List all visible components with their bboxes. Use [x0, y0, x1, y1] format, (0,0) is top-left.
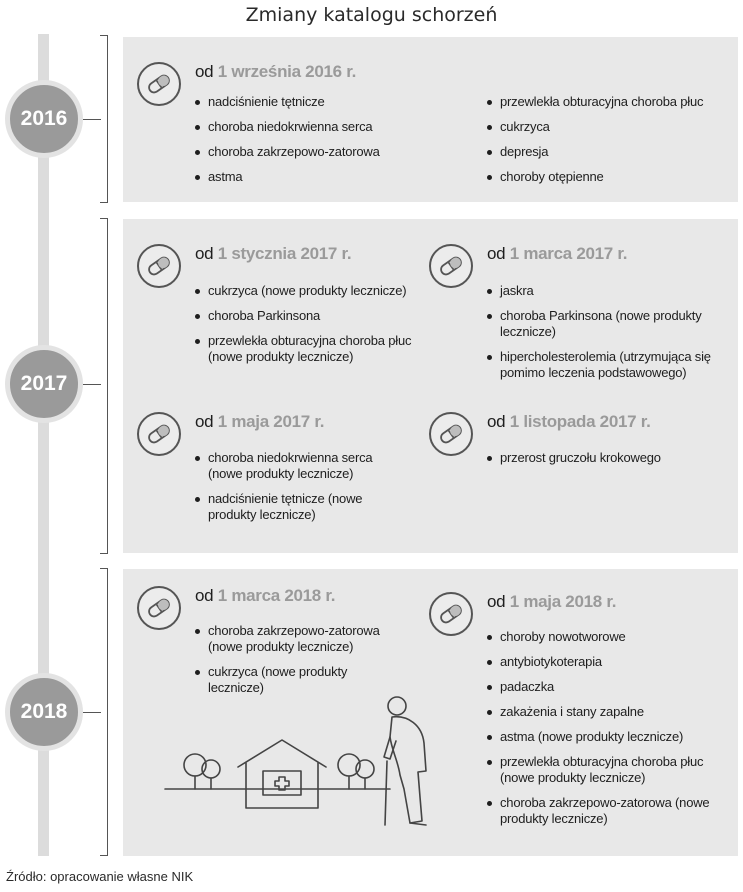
- group-heading: od 1 marca 2018 r.: [195, 586, 336, 605]
- list-item: astma (nowe produkty lecznicze): [487, 729, 727, 745]
- bracket-2018: [100, 568, 108, 856]
- list-item: choroby nowotworowe: [487, 629, 727, 645]
- elderly-person-with-cane-icon: [384, 697, 426, 825]
- list-item: choroba niedokrwienna serca: [195, 119, 445, 135]
- pill-icon: [429, 412, 473, 456]
- pharmacy-illustration: [160, 685, 440, 830]
- list-item: przewlekła obturacyjna choroba płuc (nowe produkty lecznicze): [195, 333, 425, 365]
- list-item: choroba niedokrwienna serca (nowe produkty lecznicze): [195, 450, 395, 482]
- pill-icon: [137, 62, 181, 106]
- disease-list: [487, 629, 727, 827]
- list-item: nadciśnienie tętnicze: [195, 94, 445, 110]
- list-item: cukrzyca: [487, 119, 737, 135]
- bracket-tick-2017: [83, 384, 101, 385]
- list-item: choroba Parkinsona (nowe produkty lecznicze): [487, 308, 727, 340]
- list-item: przewlekła obturacyjna choroba płuc: [487, 94, 737, 110]
- bracket-2017: [100, 218, 108, 554]
- list-item: hipercholesterolemia (utrzymująca się pomimo leczenia podstawowego): [487, 349, 727, 381]
- disease-list: [195, 450, 395, 523]
- year-circle-2016: 2016: [5, 80, 83, 158]
- year-circle-2018: 2018: [5, 673, 83, 751]
- pill-icon: [429, 592, 473, 636]
- bracket-tick-2016: [83, 119, 101, 120]
- list-item: choroba Parkinsona: [195, 308, 425, 324]
- list-item: antybiotykoterapia: [487, 654, 727, 670]
- tree-icon: [338, 754, 374, 789]
- bracket-tick-2018: [83, 712, 101, 713]
- pharmacy-building-icon: [238, 740, 326, 808]
- list-item: padaczka: [487, 679, 727, 695]
- group-heading: od 1 marca 2017 r.: [487, 244, 628, 263]
- pill-icon: [137, 586, 181, 630]
- pill-icon: [137, 412, 181, 456]
- list-item: zakażenia i stany zapalne: [487, 704, 727, 720]
- list-item: choroba zakrzepowo-zatorowa (nowe produkty lecznicze): [487, 795, 727, 827]
- list-item: cukrzyca (nowe produkty lecznicze): [195, 664, 405, 696]
- list-item: depresja: [487, 144, 737, 160]
- panel-2016: [123, 37, 738, 202]
- disease-list: [487, 283, 727, 381]
- group-heading: od 1 maja 2017 r.: [195, 412, 325, 431]
- pill-icon: [429, 244, 473, 288]
- list-item: przewlekła obturacyjna choroba płuc (nowe produkty lecznicze): [487, 754, 727, 786]
- list-item: cukrzyca (nowe produkty lecznicze): [195, 283, 425, 299]
- list-item: choroby otępienne: [487, 169, 737, 185]
- tree-icon: [184, 754, 220, 789]
- panel-2017: [123, 219, 738, 553]
- disease-list: [487, 450, 727, 466]
- chart-title: Zmiany katalogu schorzeń: [245, 4, 498, 26]
- disease-list: [195, 283, 425, 365]
- list-item: astma: [195, 169, 445, 185]
- pill-icon: [137, 244, 181, 288]
- list-item: jaskra: [487, 283, 727, 299]
- group-heading: od 1 maja 2018 r.: [487, 592, 617, 611]
- list-item: choroba zakrzepowo-zatorowa: [195, 144, 445, 160]
- group-heading: od 1 września 2016 r.: [195, 62, 357, 81]
- list-item: przerost gruczołu krokowego: [487, 450, 727, 466]
- source-note: Źródło: opracowanie własne NIK: [6, 869, 194, 884]
- list-item: choroba zakrzepowo-zatorowa (nowe produkty lecznicze): [195, 623, 405, 655]
- group-heading: od 1 listopada 2017 r.: [487, 412, 651, 431]
- disease-list-left: [195, 94, 445, 185]
- bracket-2016: [100, 35, 108, 203]
- year-circle-2017: 2017: [5, 345, 83, 423]
- list-item: nadciśnienie tętnicze (nowe produkty lecznicze): [195, 491, 395, 523]
- disease-list-right: [487, 94, 737, 185]
- group-heading: od 1 stycznia 2017 r.: [195, 244, 352, 263]
